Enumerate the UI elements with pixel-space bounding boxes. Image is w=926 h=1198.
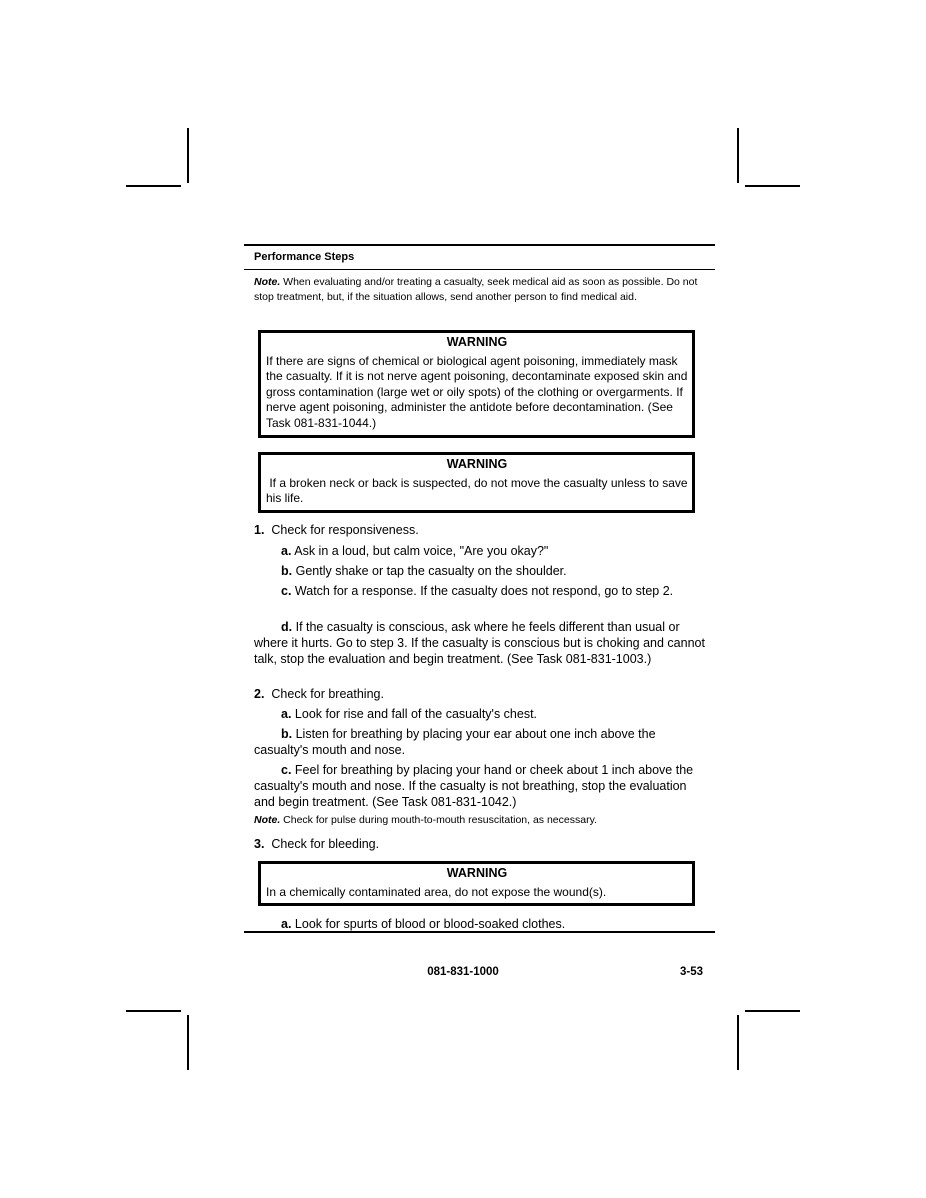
crop-mark bbox=[126, 1010, 181, 1012]
step-number: 3. bbox=[254, 837, 265, 851]
substep-text: If the casualty is conscious, ask where he feels different than usual or where it hurts. Go to step 3. If the casualty is conscious but is choking and cannot talk, stop the evaluation and begin treatment. (See Task 081-831-1003.) bbox=[254, 620, 705, 666]
step-2c bbox=[254, 762, 709, 810]
substep-label: c. bbox=[281, 763, 292, 777]
step-2b bbox=[254, 726, 709, 758]
warning-title: WARNING bbox=[446, 866, 508, 880]
crop-mark bbox=[737, 128, 739, 183]
substep-text: Listen for breathing by placing your ear about one inch above the casualty's mouth and nose. bbox=[254, 727, 656, 757]
substep-text: Gently shake or tap the casualty on the shoulder. bbox=[295, 564, 567, 578]
warning-title: WARNING bbox=[446, 335, 508, 349]
note-text: Check for pulse during mouth-to-mouth resuscitation, as necessary. bbox=[283, 814, 597, 826]
note-medical-aid bbox=[254, 275, 709, 305]
note-label: Note. bbox=[254, 814, 281, 826]
page-number: 3-53 bbox=[680, 966, 704, 978]
substep-text: Watch for a response. If the casualty does not respond, go to step 2. bbox=[294, 584, 674, 598]
substep-text: Look for spurts of blood or blood-soaked clothes. bbox=[294, 917, 566, 931]
substep-text: Ask in a loud, but calm voice, "Are you okay?" bbox=[294, 544, 549, 558]
substep-label: a. bbox=[281, 544, 292, 558]
warning-box-chemical bbox=[258, 330, 695, 438]
substep-label: d. bbox=[281, 620, 293, 634]
warning-text: In a chemically contaminated area, do not expose the wound(s). bbox=[266, 884, 607, 899]
substep-label: c. bbox=[281, 584, 292, 598]
header-rule bbox=[244, 244, 715, 246]
substep-text: Look for rise and fall of the casualty's chest. bbox=[294, 707, 538, 721]
crop-mark bbox=[187, 1015, 189, 1070]
step-number: 2. bbox=[254, 687, 265, 701]
crop-mark bbox=[745, 185, 800, 187]
substep-label: a. bbox=[281, 917, 292, 931]
task-number: 081-831-1000 bbox=[427, 966, 499, 978]
step-1a bbox=[254, 543, 709, 559]
step-1b bbox=[254, 563, 709, 579]
substep-text: Feel for breathing by placing your hand or cheek about 1 inch above the casualty's mouth and nose. If the casualty is not breathing, stop the evaluation and begin treatment. (See Task 081-831-1042.) bbox=[254, 763, 694, 809]
substep-label: b. bbox=[281, 727, 293, 741]
step-3a bbox=[254, 916, 709, 932]
crop-mark bbox=[737, 1015, 739, 1070]
note-pulse bbox=[254, 813, 709, 828]
footer-rule bbox=[244, 931, 715, 933]
step-text: Check for breathing. bbox=[271, 687, 384, 701]
step-text: Check for bleeding. bbox=[271, 837, 380, 851]
step-2a bbox=[254, 706, 709, 722]
step-3 bbox=[254, 836, 709, 852]
crop-mark bbox=[187, 128, 189, 183]
crop-mark bbox=[745, 1010, 800, 1012]
warning-box-contaminated bbox=[258, 861, 695, 906]
warning-text: If there are signs of chemical or biological agent poisoning, immediately mask the casualty. If it is not nerve agent poisoning, decontaminate exposed skin and gross contamination (large wet or oily spots) of the clothing or overgarments. If nerve agent poisoning, administer the antidote before decontamination. (See Task 081-831-1044.) bbox=[266, 353, 688, 430]
step-1d bbox=[254, 619, 709, 667]
section-title: Performance Steps bbox=[254, 251, 355, 263]
step-2 bbox=[254, 686, 709, 702]
substep-label: b. bbox=[281, 564, 293, 578]
step-text: Check for responsiveness. bbox=[271, 523, 419, 537]
step-1 bbox=[254, 522, 709, 538]
crop-mark bbox=[126, 185, 181, 187]
note-label: Note. bbox=[254, 276, 281, 288]
header-divider bbox=[244, 269, 715, 270]
step-1c bbox=[254, 583, 709, 599]
substep-label: a. bbox=[281, 707, 292, 721]
step-number: 1. bbox=[254, 523, 265, 537]
warning-text: If a broken neck or back is suspected, do not move the casualty unless to save his life. bbox=[266, 475, 691, 505]
note-text: When evaluating and/or treating a casualty, seek medical aid as soon as possible. Do not stop treatment, but, if the situation allows, send another person to find medical aid. bbox=[254, 276, 698, 303]
warning-title: WARNING bbox=[446, 457, 508, 471]
warning-box-neck bbox=[258, 452, 695, 513]
